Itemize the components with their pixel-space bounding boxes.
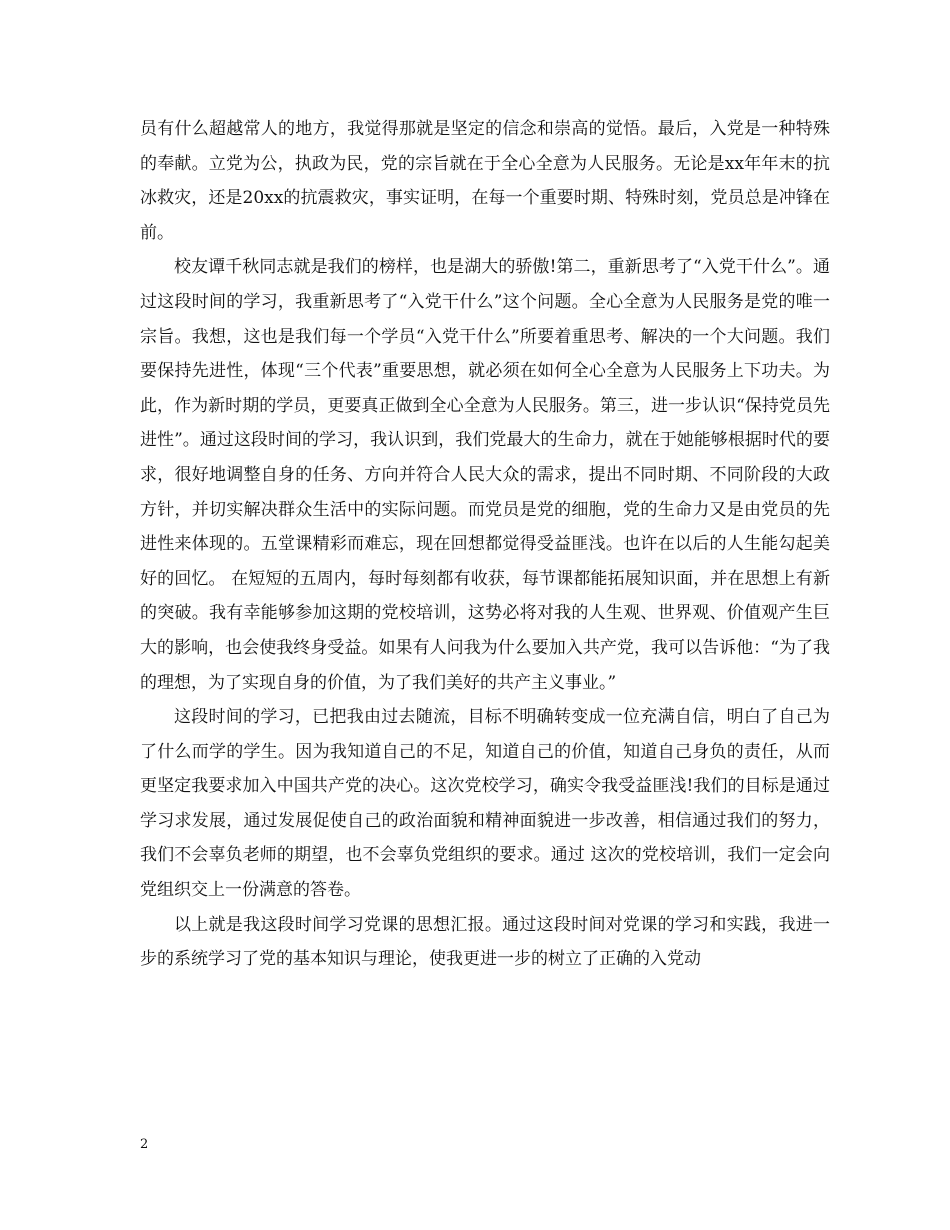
paragraph: 这段时间的学习，已把我由过去随流，目标不明确转变成一位充满自信，明白了自己为了什么而学的学生。因为我知道自己的不足，知道自己的价值，知道自己身负的责任，从而更坚定我要求加入中国共产党的决心。这次党校学习，确实令我受益匪浅!我们的目标是通过学习求发展，通过发展促使自己的政治面貌和精神面貌进一步改善，相信通过我们的努力，我们不会辜负老师的期望，也不会辜负党组织的要求。通过 这次的党校培训，我们一定会向党组织交上一份满意的答卷。 bbox=[140, 707, 830, 901]
paragraph: 校友谭千秋同志就是我们的榜样，也是湖大的骄傲!第二，重新思考了“入党干什么”。通过这段时间的学习，我重新思考了“入党干什么”这个问题。全心全意为人民服务是党的唯一宗旨。我想，这也是我们每一个学员“入党干什么”所要着重思考、解决的一个大问题。我们要保持先进性，体现“三个代表”重要思想，就必须在如何全心全意为人民服务上下功夫。为此，作为新时期的学员，更要真正做到全心全意为人民服务。第三，进一步认识“保持党员先进性”。通过这段时间的学习，我认识到，我们党最大的生命力，就在于她能够根据时代的要求，很好地调整自身的任务、方向并符合人民大众的需求，提出不同时期、不同阶段的大政方针，并切实解决群众生活中的实际问题。而党员是党的细胞，党的生命力又是由党员的先进性来体现的。五堂课精彩而难忘，现在回想都觉得受益匪浅。也许在以后的人生能勾起美好的回忆。 在短短的五周内，每时每刻都有收获，每节课都能拓展知识面，并在思想上有新的突破。我有幸能够参加这期的党校培训，这势必将对我的人生观、世界观、价值观产生巨大的影响，也会使我终身受益。如果有人问我为什么要加入共产党，我可以告诉他：“为了我的理想，为了实现自身的价值，为了我们美好的共产主义事业。” bbox=[140, 257, 830, 693]
document-body bbox=[140, 112, 830, 977]
page-number: 2 bbox=[140, 1137, 149, 1152]
paragraph: 以上就是我这段时间学习党课的思想汇报。通过这段时间对党课的学习和实践，我进一步的系统学习了党的基本知识与理论，使我更进一步的树立了正确的入党动 bbox=[140, 914, 830, 970]
paragraph-continuation: 员有什么超越常人的地方，我觉得那就是坚定的信念和崇高的觉悟。最后，入党是一种特殊的奉献。立党为公，执政为民，党的宗旨就在于全心全意为人民服务。无论是xx年年末的抗冰救灾，还是20xx的抗震救灾，事实证明，在每一个重要时期、特殊时刻，党员总是冲锋在前。 bbox=[140, 119, 830, 243]
